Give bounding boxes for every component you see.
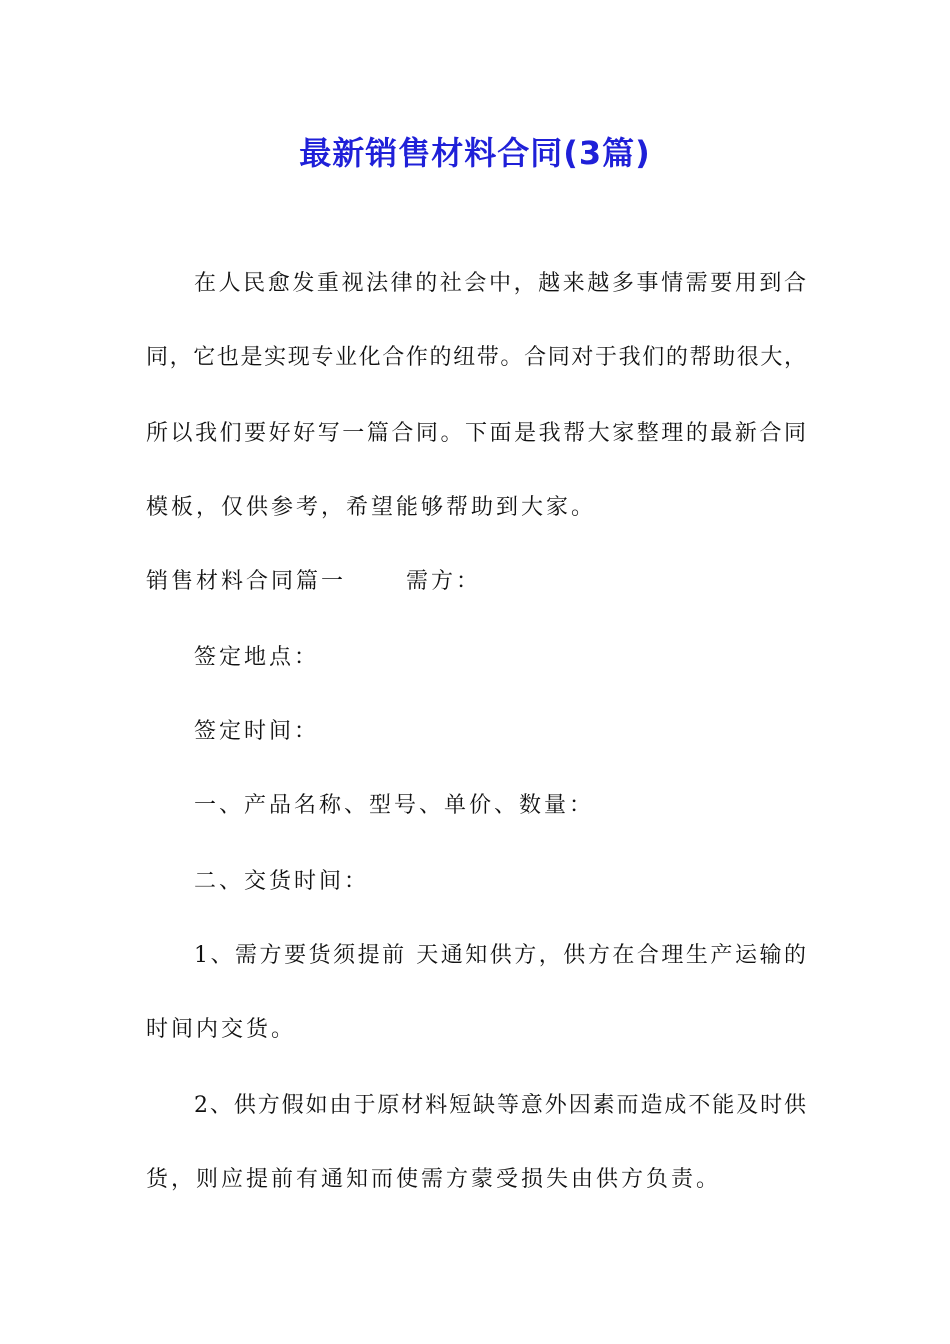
sign-place-label: 签定地点： bbox=[194, 645, 320, 670]
item-2-line-2: 货，则应提前有通知而使需方蒙受损失由供方负责。 bbox=[146, 1167, 722, 1192]
intro-line-3: 所以我们要好好写一篇合同。下面是我帮大家整理的最新合同 bbox=[146, 421, 806, 446]
section-heading: 销售材料合同篇一 bbox=[146, 569, 347, 594]
document-title: 最新销售材料合同(3篇) bbox=[299, 134, 651, 172]
intro-line-1: 在人民愈发重视法律的社会中，越来越多事情需要用到合 bbox=[194, 271, 806, 296]
item-1-line-1: 1、需方要货须提前 天通知供方，供方在合理生产运输的 bbox=[194, 943, 806, 968]
clause-2-heading: 二、交货时间： bbox=[194, 869, 370, 894]
item-1-line-2: 时间内交货。 bbox=[146, 1017, 297, 1042]
intro-line-4: 模板，仅供参考，希望能够帮助到大家。 bbox=[146, 495, 597, 520]
clause-1-heading: 一、产品名称、型号、单价、数量： bbox=[194, 793, 595, 818]
sign-time-label: 签定时间： bbox=[194, 719, 320, 744]
intro-line-2: 同，它也是实现专业化合作的纽带。合同对于我们的帮助很大， bbox=[146, 345, 806, 370]
item-2-line-1: 2、供方假如由于原材料短缺等意外因素而造成不能及时供 bbox=[194, 1093, 806, 1118]
section-heading-row bbox=[146, 566, 826, 598]
demand-party-label: 需方： bbox=[406, 569, 482, 594]
